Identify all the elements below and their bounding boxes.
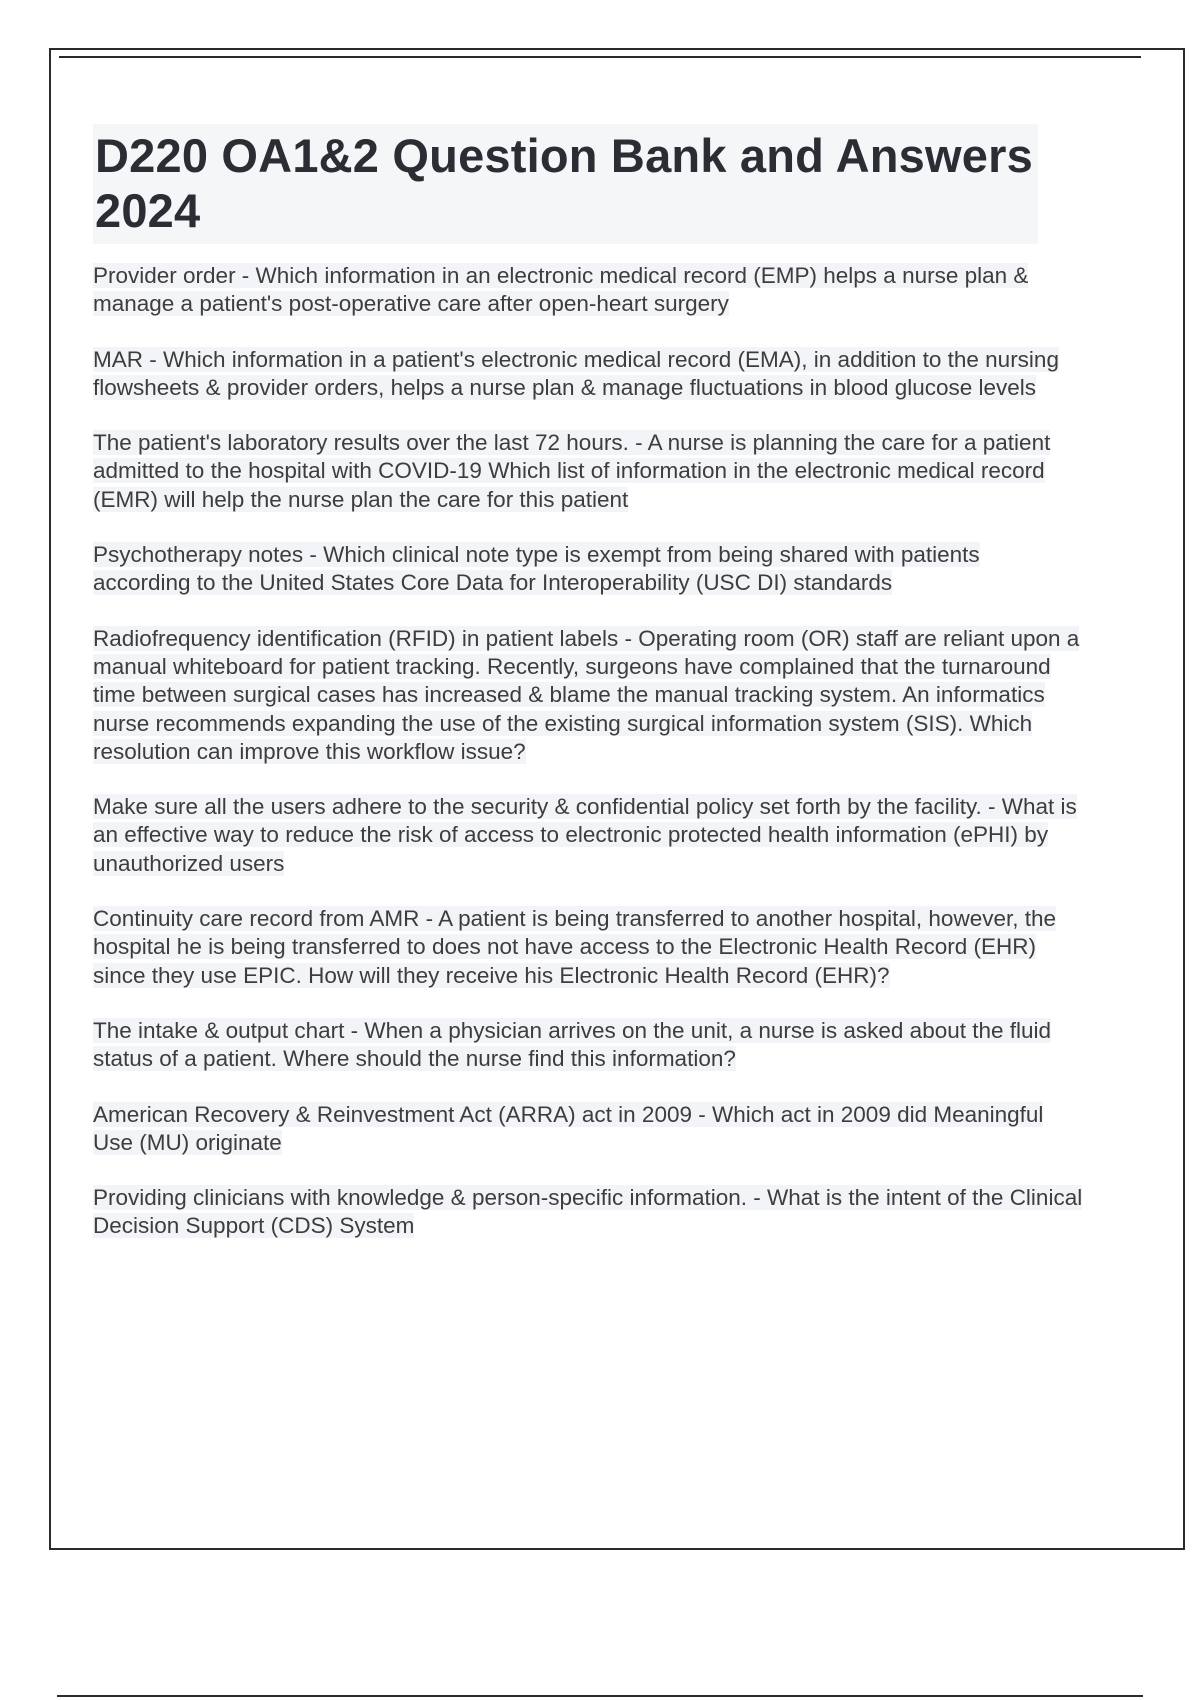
qa-text: American Recovery & Reinvestment Act (ARRA) act in 2009 - Which act in 2009 did Meaningful Use (MU) originate — [93, 1101, 1044, 1155]
qa-item — [93, 346, 1083, 403]
qa-item — [93, 1101, 1083, 1158]
qa-text: MAR - Which information in a patient's electronic medical record (EMA), in addition to the nursing flowsheets & provider orders, helps a nurse plan & manage fluctuations in blood glucose levels — [93, 346, 1059, 400]
qa-item — [93, 1017, 1083, 1074]
qa-text: Radiofrequency identification (RFID) in patient labels - Operating room (OR) staff are reliant upon a manual whiteboard for patient tracking. Recently, surgeons have complained that the turnaround time between surgical cases has increased & blame the manual tracking system. An informatics nurse recommends expanding the use of the existing surgical information system (SIS). Which resolution can improve this workflow issue? — [93, 625, 1080, 764]
title-block — [93, 124, 1038, 244]
qa-list — [93, 262, 1083, 1268]
top-rule — [59, 56, 1141, 58]
qa-text: Continuity care record from AMR - A patient is being transferred to another hospital, however, the hospital he is being transferred to does not have access to the Electronic Health Record (EHR) since they use EPIC. How will they receive his Electronic Health Record (EHR)? — [93, 906, 1057, 988]
qa-item — [93, 262, 1083, 319]
qa-item — [93, 905, 1083, 990]
qa-item — [93, 793, 1083, 878]
qa-text: Make sure all the users adhere to the security & confidential policy set forth by the facility. - What is an effective way to reduce the risk of access to electronic protected health information (ePHI) by unauthorized users — [93, 794, 1077, 876]
qa-item — [93, 625, 1083, 766]
qa-item — [93, 1184, 1083, 1241]
qa-item — [93, 429, 1083, 514]
bottom-rule — [57, 1695, 1143, 1697]
qa-text: Psychotherapy notes - Which clinical note type is exempt from being shared with patients according to the United States Core Data for Interoperability (USC DI) standards — [93, 542, 980, 596]
qa-text: The patient's laboratory results over the last 72 hours. - A nurse is planning the care for a patient admitted to the hospital with COVID-19 Which list of information in the electronic medical record (EMR) will help the nurse plan the care for this patient — [93, 430, 1051, 512]
qa-item — [93, 541, 1083, 598]
page-title: D220 OA1&2 Question Bank and Answers 2024 — [95, 129, 1033, 237]
qa-text: Provider order - Which information in an electronic medical record (EMP) helps a nurse plan & manage a patient's post-operative care after open-heart surgery — [93, 263, 1029, 317]
qa-text: Providing clinicians with knowledge & person-specific information. - What is the intent of the Clinical Decision Support (CDS) System — [93, 1185, 1083, 1239]
qa-text: The intake & output chart - When a physician arrives on the unit, a nurse is asked about the fluid status of a patient. Where should the nurse find this information? — [93, 1017, 1052, 1072]
